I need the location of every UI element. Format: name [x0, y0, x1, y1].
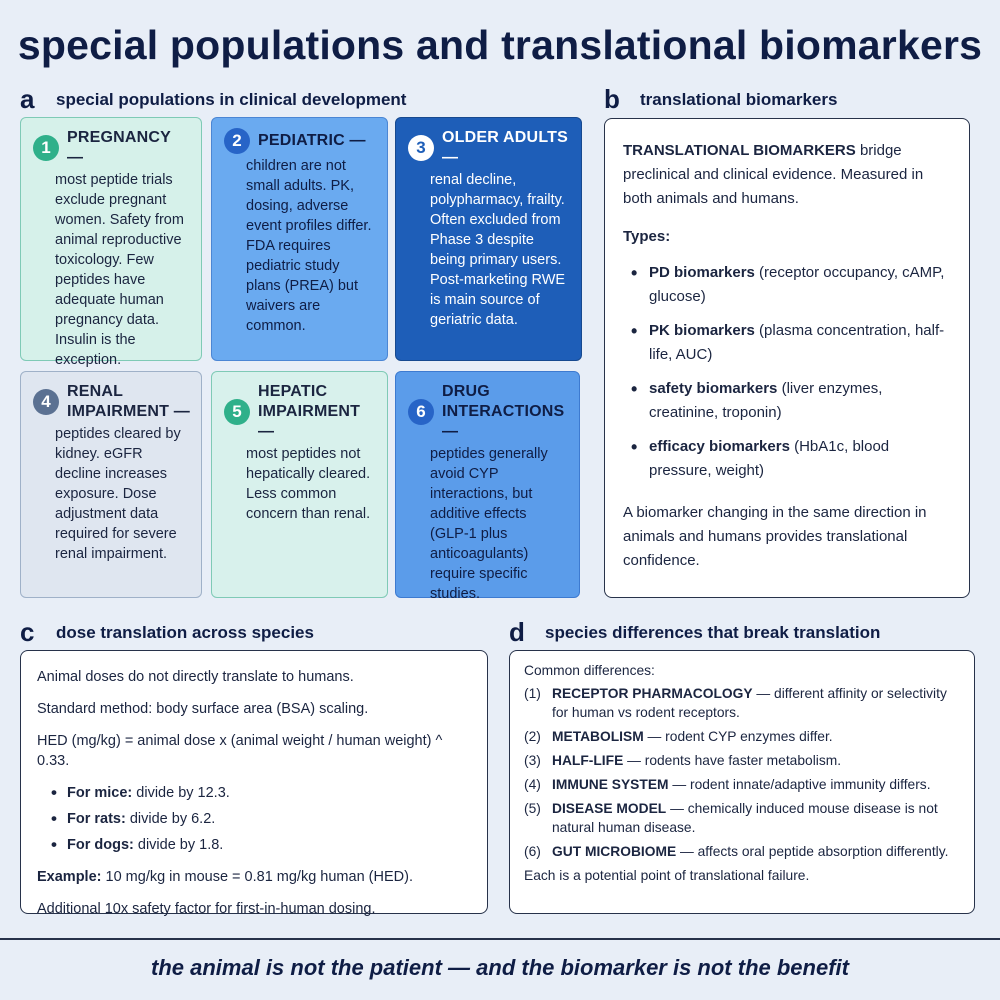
number-badge: 4	[33, 389, 59, 415]
card-label: HEPATIC IMPAIRMENT —	[258, 383, 361, 440]
number-badge: 5	[224, 399, 250, 425]
differences-list	[524, 684, 960, 861]
number-badge: 2	[224, 128, 250, 154]
card-drug-interactions	[395, 371, 580, 602]
hed-formula: HED (mg/kg) = animal dose x (animal weight / human weight) ^ 0.33.	[37, 733, 443, 769]
card-label: PREGNANCY —	[67, 129, 171, 166]
types-label: Types:	[623, 228, 671, 245]
card-label: RENAL IMPAIRMENT —	[67, 383, 190, 420]
biomarkers-intro: TRANSLATIONAL BIOMARKERS bridge preclinical and clinical evidence. Measured in both animals and humans.	[623, 142, 924, 207]
card-pediatric	[211, 117, 388, 361]
card-text: children are not small adults. PK, dosing, adverse event profiles differ. FDA requires pediatric study plans (PREA) but waivers are common.	[246, 158, 372, 334]
footer-divider	[0, 938, 1000, 940]
differences-outro: Each is a potential point of translational failure.	[524, 868, 810, 883]
section-d-letter: d	[509, 617, 525, 647]
card-label: PEDIATRIC —	[258, 132, 366, 149]
section-c-title: dose translation across species	[56, 623, 314, 642]
species-differences-box	[509, 650, 975, 914]
biomarker-types-list	[623, 261, 951, 483]
card-older-adults	[395, 117, 582, 361]
list-item: (6) GUT MICROBIOME — affects oral peptide absorption differently.	[524, 844, 949, 859]
list-item: • For mice: divide by 12.3.	[37, 783, 471, 803]
section-a-title: special populations in clinical development	[56, 90, 407, 109]
card-renal-impairment	[20, 371, 202, 598]
list-item: • safety biomarkers (liver enzymes, creatinine, troponin)	[623, 377, 951, 425]
species-divisor-list	[37, 783, 471, 855]
list-item: • PD biomarkers (receptor occupancy, cAMP, glucose)	[623, 261, 951, 309]
card-hepatic-impairment	[211, 371, 388, 598]
section-a-letter: a	[20, 84, 35, 114]
dose-example: Example: 10 mg/kg in mouse = 0.81 mg/kg human (HED).	[37, 869, 413, 885]
differences-intro: Common differences:	[524, 663, 655, 678]
number-badge: 1	[33, 135, 59, 161]
list-item: • PK biomarkers (plasma concentration, half-life, AUC)	[623, 319, 951, 367]
list-item: (4) IMMUNE SYSTEM — rodent innate/adaptive immunity differs.	[524, 777, 931, 792]
card-text: peptides generally avoid CYP interactions, but additive effects (GLP-1 plus anticoagulants) require specific studies.	[430, 446, 548, 602]
card-label: DRUG INTERACTIONS —	[442, 383, 565, 440]
section-b-title: translational biomarkers	[640, 90, 838, 109]
list-item: (2) METABOLISM — rodent CYP enzymes differ.	[524, 729, 833, 744]
page-title: special populations and translational biomarkers	[17, 22, 983, 68]
dose-translation-box	[20, 650, 488, 917]
card-pregnancy	[20, 117, 202, 368]
card-text: renal decline, polypharmacy, frailty. Often excluded from Phase 3 despite being primary users. Post-marketing RWE is main source of geriatric data.	[430, 172, 566, 328]
list-item: (3) HALF-LIFE — rodents have faster metabolism.	[524, 753, 842, 768]
list-item: • efficacy biomarkers (HbA1c, blood pressure, weight)	[623, 435, 951, 483]
dose-line-2: Standard method: body surface area (BSA) scaling.	[37, 701, 369, 717]
section-c-letter: c	[20, 617, 35, 647]
number-badge: 3	[408, 135, 434, 161]
list-item: (1) RECEPTOR PHARMACOLOGY — different affinity or selectivity for human vs rodent receptors.	[524, 686, 947, 720]
biomarkers-conclusion: A biomarker changing in the same direction in animals and humans provides translational confidence.	[623, 504, 927, 569]
section-b-letter: b	[604, 84, 620, 114]
card-label: OLDER ADULTS —	[442, 129, 568, 166]
card-text: peptides cleared by kidney. eGFR decline increases exposure. Dose adjustment data required for severe renal impairment.	[55, 426, 181, 562]
list-item: • For dogs: divide by 1.8.	[37, 835, 471, 855]
safety-factor-note: Additional 10x safety factor for first-in-human dosing.	[37, 901, 376, 917]
list-item: (5) DISEASE MODEL — chemically induced mouse disease is not natural human disease.	[524, 801, 938, 835]
number-badge: 6	[408, 399, 434, 425]
list-item: • For rats: divide by 6.2.	[37, 809, 471, 829]
card-text: most peptides not hepatically cleared. Less common concern than renal.	[246, 446, 371, 522]
footer-tagline: the animal is not the patient — and the biomarker is not the benefit	[151, 955, 849, 980]
section-d-title: species differences that break translation	[545, 623, 881, 642]
dose-line-1: Animal doses do not directly translate to humans.	[37, 669, 354, 685]
translational-biomarkers-box	[604, 118, 970, 598]
card-text: most peptide trials exclude pregnant women. Safety from animal reproductive toxicology. Few peptides have adequate human pregnancy data. Insulin is the exception.	[55, 172, 184, 368]
